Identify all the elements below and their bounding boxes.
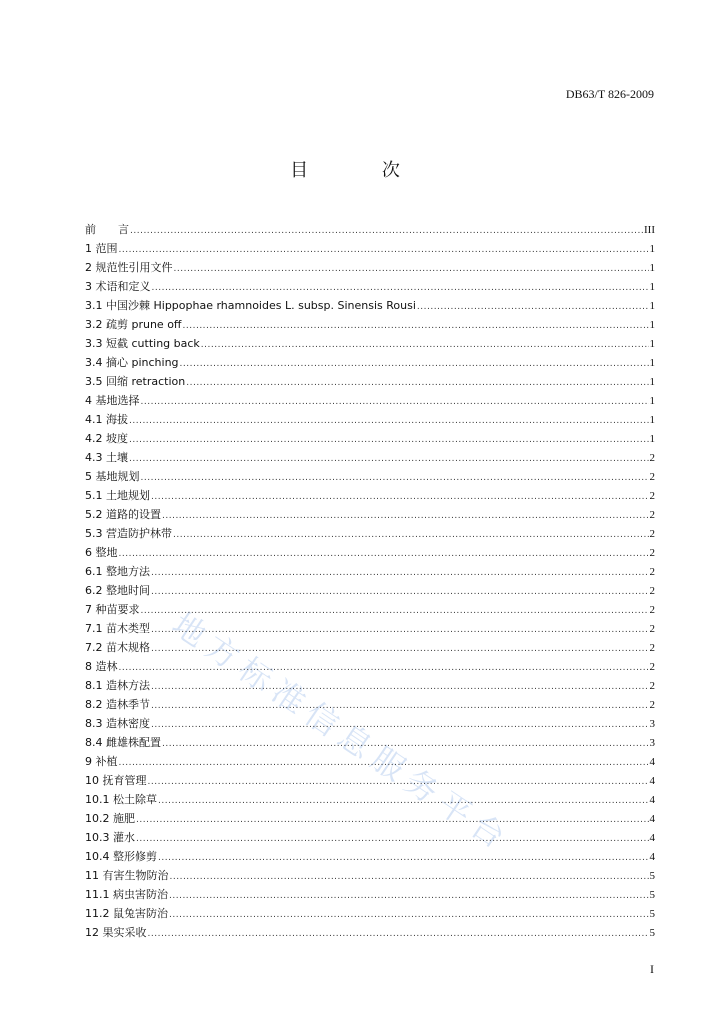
toc-entry-label: 5.1 土地规划 <box>85 489 150 502</box>
toc-entry-label: 5.3 营造防护林带 <box>85 527 172 540</box>
toc-entry-label: 8.2 造林季节 <box>85 698 150 711</box>
toc-entry-page: 5 <box>649 870 655 882</box>
toc-dot-leader <box>183 321 649 331</box>
toc-entry[interactable] <box>85 601 655 620</box>
toc-entry-page: 3 <box>649 737 655 749</box>
toc-entry-label: 11 有害生物防治 <box>85 869 169 882</box>
toc-entry[interactable] <box>85 468 655 487</box>
toc-dot-leader <box>151 682 649 692</box>
toc-entry-page: 1 <box>649 262 655 274</box>
toc-entry-label: 3.5 回缩 retraction <box>85 375 186 388</box>
toc-entry-page: 2 <box>649 490 655 502</box>
toc-entry-label: 2 规范性引用文件 <box>85 261 173 274</box>
toc-dot-leader <box>136 815 649 825</box>
toc-entry-label: 6 整地 <box>85 546 118 559</box>
toc-entry-label: 10.2 施肥 <box>85 812 135 825</box>
toc-entry-page: 1 <box>649 281 655 293</box>
toc-entry-page: 1 <box>649 243 655 255</box>
toc-entry-page: 2 <box>649 471 655 483</box>
toc-entry-label: 4.3 土壤 <box>85 451 128 464</box>
toc-dot-leader <box>180 359 649 369</box>
toc-dot-leader <box>158 853 649 863</box>
toc-entry-page: 5 <box>649 927 655 939</box>
toc-entry-page: 4 <box>649 813 655 825</box>
toc-entry-page: 2 <box>649 547 655 559</box>
toc-entry-label: 1 范围 <box>85 242 118 255</box>
toc-entry-label: 6.1 整地方法 <box>85 565 150 578</box>
toc-dot-leader <box>141 473 649 483</box>
toc-dot-leader <box>151 720 649 730</box>
toc-entry[interactable] <box>85 354 655 373</box>
toc-dot-leader <box>151 625 649 635</box>
toc-entry[interactable] <box>85 582 655 601</box>
toc-entry-page: 2 <box>649 528 655 540</box>
toc-entry-label: 5 基地规划 <box>85 470 140 483</box>
toc-entry-page: 3 <box>649 718 655 730</box>
toc-entry[interactable] <box>85 791 655 810</box>
toc-entry[interactable] <box>85 829 655 848</box>
toc-dot-leader <box>151 568 649 578</box>
toc-entry[interactable] <box>85 753 655 772</box>
toc-dot-leader <box>173 530 649 540</box>
toc-entry-label: 4.1 海拔 <box>85 413 128 426</box>
watermark: 地方标准信息服务平台 <box>165 604 519 861</box>
toc-entry-label: 3.2 疏剪 prune off <box>85 318 182 331</box>
toc-entry-label: 10 抚育管理 <box>85 774 147 787</box>
toc-entry[interactable] <box>85 335 655 354</box>
toc-entry-page: 2 <box>649 661 655 673</box>
toc-entry-label: 11.1 病虫害防治 <box>85 888 168 901</box>
toc-entry-label: 8 造林 <box>85 660 118 673</box>
toc-entry-label: 5.2 道路的设置 <box>85 508 161 521</box>
toc-entry-page: 1 <box>649 433 655 445</box>
toc-entry-page: 2 <box>649 623 655 635</box>
document-code: DB63/T 826-2009 <box>565 87 654 101</box>
toc-entry[interactable] <box>85 734 655 753</box>
toc-entry-page: 2 <box>649 509 655 521</box>
toc-entry-page: 2 <box>649 680 655 692</box>
toc-entry[interactable] <box>85 620 655 639</box>
toc-entry-label: 6.2 整地时间 <box>85 584 150 597</box>
toc-entry[interactable] <box>85 696 655 715</box>
toc-entry-page: 4 <box>649 794 655 806</box>
toc-dot-leader <box>136 834 649 844</box>
toc-entry-label: 3.4 摘心 pinching <box>85 356 179 369</box>
toc-entry-label: 7.2 苗木规格 <box>85 641 150 654</box>
toc-dot-leader <box>417 302 649 312</box>
toc-entry-label: 8.3 造林密度 <box>85 717 150 730</box>
toc-entry[interactable] <box>85 278 655 297</box>
toc-entry[interactable] <box>85 297 655 316</box>
toc-entry-page: 1 <box>649 395 655 407</box>
toc-entry[interactable] <box>85 259 655 278</box>
toc-entry[interactable] <box>85 449 655 468</box>
toc-dot-leader <box>169 910 649 920</box>
page-number: I <box>650 962 654 976</box>
toc-entry-page: 2 <box>649 585 655 597</box>
toc-entry-page: III <box>644 224 655 236</box>
toc-entry[interactable] <box>85 392 655 411</box>
toc-entry[interactable] <box>85 316 655 335</box>
toc-dot-leader <box>148 929 649 939</box>
toc-entry[interactable] <box>85 867 655 886</box>
toc-entry[interactable] <box>85 924 655 943</box>
toc-dot-leader <box>129 454 649 464</box>
toc-entry-label: 10.4 整形修剪 <box>85 850 157 863</box>
toc-entry-label: 7.1 苗木类型 <box>85 622 150 635</box>
toc-dot-leader <box>119 663 649 673</box>
toc-dot-leader <box>151 492 649 502</box>
toc-dot-leader <box>201 340 649 350</box>
toc-dot-leader <box>129 435 649 445</box>
toc-entry-label: 4.2 坡度 <box>85 432 128 445</box>
toc-entry-label: 4 基地选择 <box>85 394 140 407</box>
toc-dot-leader <box>186 378 648 388</box>
toc-dot-leader <box>151 701 649 711</box>
toc-dot-leader <box>162 511 649 521</box>
toc-dot-leader <box>152 283 649 293</box>
table-of-contents <box>85 221 655 943</box>
toc-entry-page: 2 <box>649 452 655 464</box>
toc-entry-label: 11.2 鼠兔害防治 <box>85 907 168 920</box>
toc-entry-page: 1 <box>649 414 655 426</box>
toc-entry[interactable] <box>85 905 655 924</box>
toc-entry-label: 前 言 <box>85 223 129 236</box>
toc-entry-label: 7 种苗要求 <box>85 603 140 616</box>
toc-dot-leader <box>119 245 649 255</box>
toc-entry[interactable] <box>85 772 655 791</box>
toc-dot-leader <box>141 397 649 407</box>
toc-entry-label: 3.1 中国沙棘 Hippophae rhamnoides L. subsp. Sinensis Rousi <box>85 299 416 312</box>
toc-entry[interactable] <box>85 221 655 240</box>
toc-entry-page: 4 <box>649 851 655 863</box>
toc-entry-page: 5 <box>649 908 655 920</box>
toc-entry[interactable] <box>85 411 655 430</box>
toc-entry-label: 8.1 造林方法 <box>85 679 150 692</box>
toc-entry-page: 2 <box>649 566 655 578</box>
toc-entry[interactable] <box>85 639 655 658</box>
toc-entry[interactable] <box>85 563 655 582</box>
toc-entry-label: 8.4 雌雄株配置 <box>85 736 161 749</box>
toc-entry-label: 10.1 松土除草 <box>85 793 157 806</box>
toc-entry-page: 2 <box>649 604 655 616</box>
toc-dot-leader <box>129 416 649 426</box>
toc-entry-page: 2 <box>649 699 655 711</box>
toc-dot-leader <box>148 777 649 787</box>
toc-dot-leader <box>174 264 649 274</box>
toc-dot-leader <box>162 739 649 749</box>
toc-entry-page: 1 <box>649 357 655 369</box>
toc-entry[interactable] <box>85 886 655 905</box>
toc-entry-label: 12 果实采收 <box>85 926 147 939</box>
toc-dot-leader <box>130 226 643 236</box>
toc-dot-leader <box>119 758 649 768</box>
toc-entry-page: 5 <box>649 889 655 901</box>
toc-entry-page: 4 <box>649 775 655 787</box>
toc-entry-label: 9 补植 <box>85 755 118 768</box>
toc-entry[interactable] <box>85 677 655 696</box>
toc-entry-label: 3.3 短截 cutting back <box>85 337 200 350</box>
toc-dot-leader <box>151 644 649 654</box>
toc-entry-label: 10.3 灌水 <box>85 831 135 844</box>
toc-entry[interactable] <box>85 487 655 506</box>
toc-dot-leader <box>170 872 649 882</box>
toc-dot-leader <box>119 549 649 559</box>
toc-dot-leader <box>151 587 649 597</box>
toc-entry-page: 1 <box>649 319 655 331</box>
toc-dot-leader <box>158 796 649 806</box>
toc-entry[interactable] <box>85 506 655 525</box>
toc-dot-leader <box>169 891 649 901</box>
toc-entry-page: 1 <box>649 338 655 350</box>
toc-dot-leader <box>141 606 649 616</box>
toc-entry-page: 4 <box>649 756 655 768</box>
toc-entry[interactable] <box>85 240 655 259</box>
toc-entry[interactable] <box>85 525 655 544</box>
toc-entry[interactable] <box>85 848 655 867</box>
page-title: 目 次 <box>290 160 434 181</box>
toc-entry-page: 1 <box>649 300 655 312</box>
toc-entry[interactable] <box>85 658 655 677</box>
toc-entry-page: 2 <box>649 642 655 654</box>
toc-entry[interactable] <box>85 430 655 449</box>
toc-entry[interactable] <box>85 373 655 392</box>
toc-entry[interactable] <box>85 810 655 829</box>
toc-entry-page: 4 <box>649 832 655 844</box>
toc-entry[interactable] <box>85 544 655 563</box>
toc-entry[interactable] <box>85 715 655 734</box>
toc-entry-label: 3 术语和定义 <box>85 280 151 293</box>
toc-entry-page: 1 <box>649 376 655 388</box>
